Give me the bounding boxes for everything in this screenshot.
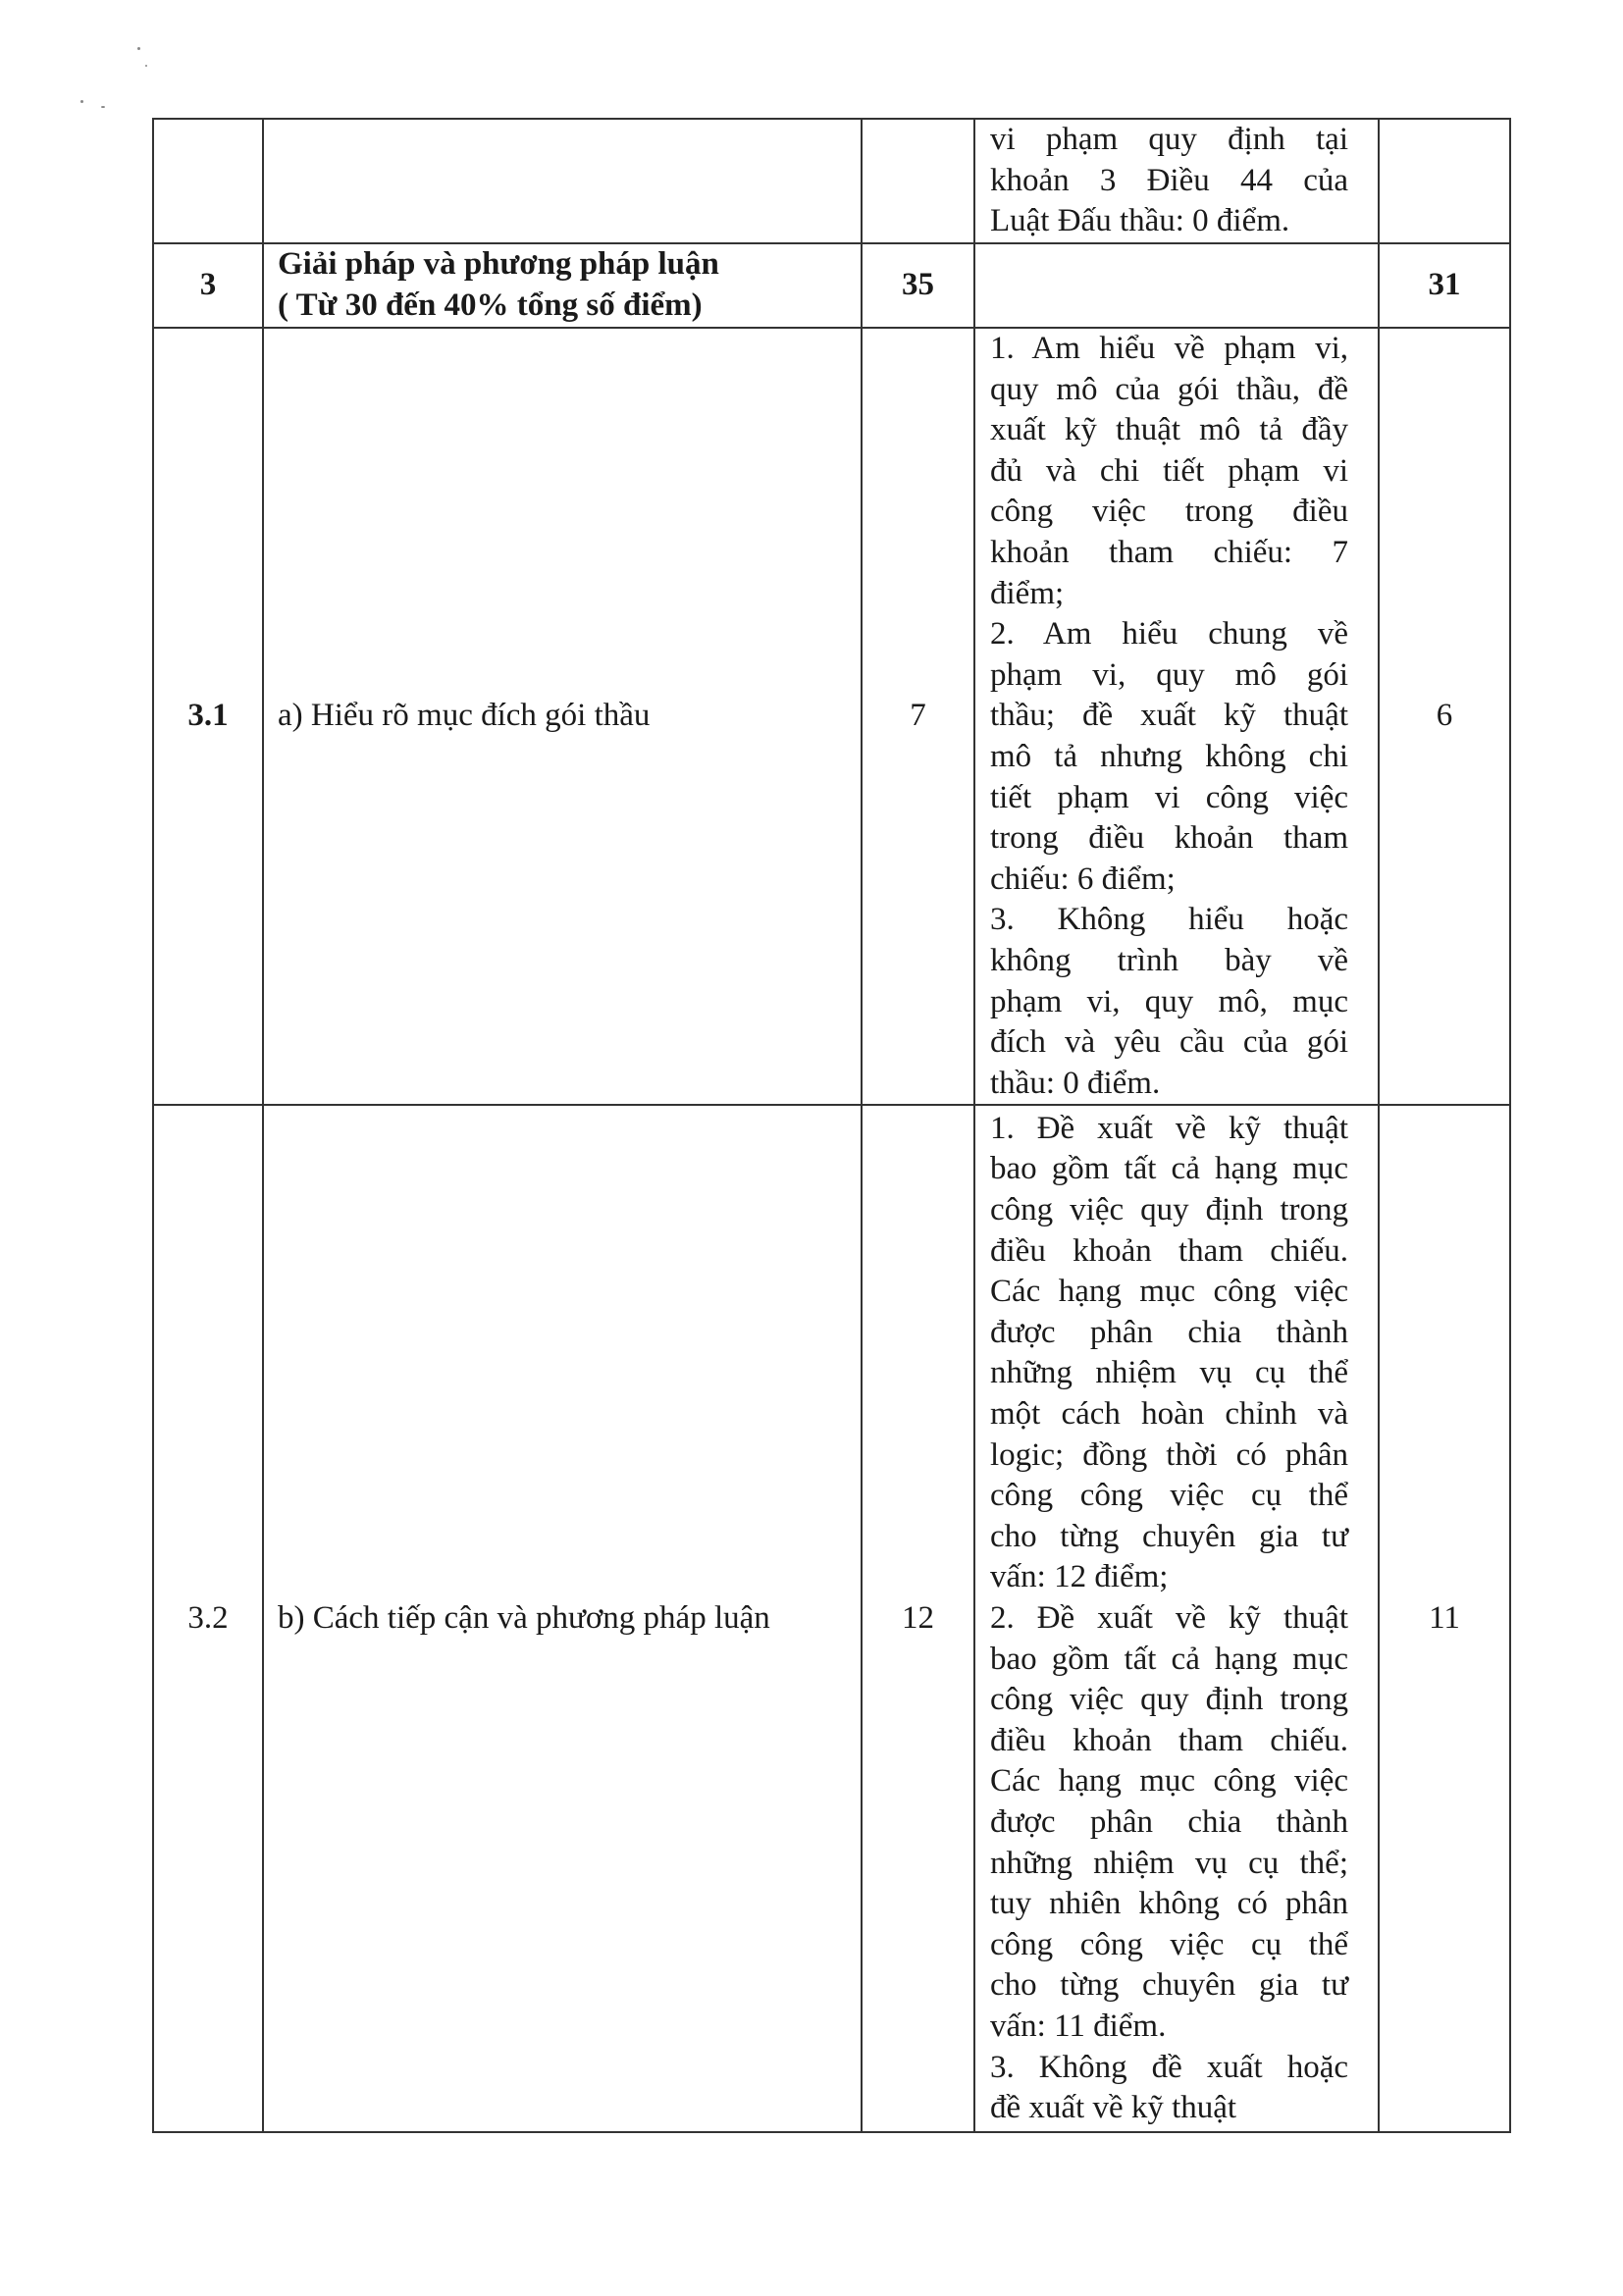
criteria-line: công việc quy định trong <box>990 1682 1348 1718</box>
criteria-line: không trình bày về <box>990 942 1348 978</box>
criteria-line: 2. Am hiểu chung về <box>990 616 1348 652</box>
criteria-line: 1. Đề xuất về kỹ thuật <box>990 1110 1348 1146</box>
criteria-line: trong điều khoản tham <box>990 820 1348 857</box>
criteria-line: điều khoản tham chiếu. <box>990 1722 1348 1758</box>
awarded-score-cell: 31 <box>1379 243 1510 328</box>
awarded-score-cell: 6 <box>1379 328 1510 1105</box>
criteria-line: khoản tham chiếu: 7 <box>990 534 1348 570</box>
criteria-line: 2. Đề xuất về kỹ thuật <box>990 1599 1348 1636</box>
row-number-cell <box>153 119 263 243</box>
criterion-name-line: ( Từ 30 đến 40% tổng số điểm) <box>278 287 703 323</box>
criteria-line: bao gồm tất cả hạng mục <box>990 1641 1348 1677</box>
table-row <box>153 243 1510 328</box>
criteria-line: đủ và chi tiết phạm vi <box>990 452 1348 489</box>
awarded-score-cell <box>1379 119 1510 243</box>
scan-speck <box>145 65 147 67</box>
criteria-line: cho từng chuyên gia tư <box>990 1967 1348 2004</box>
max-score-cell: 35 <box>862 243 974 328</box>
criterion-name-cell: a) Hiểu rõ mục đích gói thầu <box>263 328 862 1105</box>
criteria-line: phạm vi, quy mô, mục <box>990 983 1348 1019</box>
table-row <box>153 328 1510 1105</box>
criteria-line: Các hạng mục công việc <box>990 1763 1348 1800</box>
criteria-line: điểm; <box>990 575 1065 611</box>
criterion-name-cell <box>263 119 862 243</box>
max-score-cell: 12 <box>862 1105 974 2132</box>
scoring-criteria-cell <box>974 328 1379 1105</box>
scan-speck <box>137 47 140 50</box>
criteria-line: quy mô của gói thầu, đề <box>990 371 1348 407</box>
criteria-line: được phân chia thành <box>990 1314 1348 1350</box>
evaluation-table <box>152 118 1511 2133</box>
criteria-line: xuất kỹ thuật mô tả đầy <box>990 412 1348 448</box>
criterion-name-cell <box>263 243 862 328</box>
criteria-line: Các hạng mục công việc <box>990 1274 1348 1310</box>
criteria-line: khoản 3 Điều 44 của <box>990 162 1348 198</box>
criteria-line: một cách hoàn chỉnh và <box>990 1396 1348 1433</box>
scoring-criteria-cell <box>974 119 1379 243</box>
criteria-line: những nhiệm vụ cụ thể <box>990 1355 1348 1391</box>
criteria-line: vi phạm quy định tại <box>990 122 1348 158</box>
row-number-cell: 3.1 <box>153 328 263 1105</box>
criteria-line: đề xuất về kỹ thuật <box>990 2090 1237 2126</box>
scan-speck <box>101 106 105 108</box>
criteria-line: vấn: 12 điểm; <box>990 1559 1169 1595</box>
scoring-criteria-cell <box>974 243 1379 328</box>
criteria-line: tuy nhiên không có phân <box>990 1886 1348 1922</box>
max-score-cell: 7 <box>862 328 974 1105</box>
criteria-line: công việc quy định trong <box>990 1192 1348 1228</box>
criteria-line: công việc trong điều <box>990 494 1348 530</box>
criteria-line: điều khoản tham chiếu. <box>990 1232 1348 1269</box>
table-row <box>153 119 1510 243</box>
row-number-cell: 3.2 <box>153 1105 263 2132</box>
criteria-line: những nhiệm vụ cụ thể; <box>990 1845 1348 1881</box>
criteria-line: vấn: 11 điểm. <box>990 2008 1167 2044</box>
awarded-score-cell: 11 <box>1379 1105 1510 2132</box>
criteria-line: 3. Không hiểu hoặc <box>990 902 1348 938</box>
max-score-cell <box>862 119 974 243</box>
criteria-line: công công việc cụ thể <box>990 1478 1348 1514</box>
criteria-line: đích và yêu cầu của gói <box>990 1024 1348 1061</box>
criteria-line: công công việc cụ thể <box>990 1926 1348 1962</box>
criteria-line: cho từng chuyên gia tư <box>990 1518 1348 1554</box>
criterion-name-line: Giải pháp và phương pháp luận <box>278 246 719 283</box>
criteria-line: logic; đồng thời có phân <box>990 1436 1348 1473</box>
criteria-line: 3. Không đề xuất hoặc <box>990 2049 1348 2085</box>
criteria-line: thầu; đề xuất kỹ thuật <box>990 698 1348 734</box>
criteria-line: chiếu: 6 điểm; <box>990 861 1176 897</box>
criteria-line: 1. Am hiểu về phạm vi, <box>990 331 1348 366</box>
scan-speck <box>80 100 83 103</box>
criteria-line: tiết phạm vi công việc <box>990 779 1348 815</box>
criteria-line: được phân chia thành <box>990 1803 1348 1840</box>
criteria-line: thầu: 0 điểm. <box>990 1065 1161 1101</box>
scoring-criteria-cell <box>974 1105 1379 2132</box>
criteria-line: mô tả nhưng không chi <box>990 738 1348 774</box>
table-row <box>153 1105 1510 2132</box>
row-number-cell: 3 <box>153 243 263 328</box>
criterion-name-cell: b) Cách tiếp cận và phương pháp luận <box>263 1105 862 2132</box>
criteria-line: bao gồm tất cả hạng mục <box>990 1151 1348 1187</box>
criteria-line: phạm vi, quy mô gói <box>990 656 1348 693</box>
criteria-line: Luật Đấu thầu: 0 điểm. <box>990 203 1290 239</box>
